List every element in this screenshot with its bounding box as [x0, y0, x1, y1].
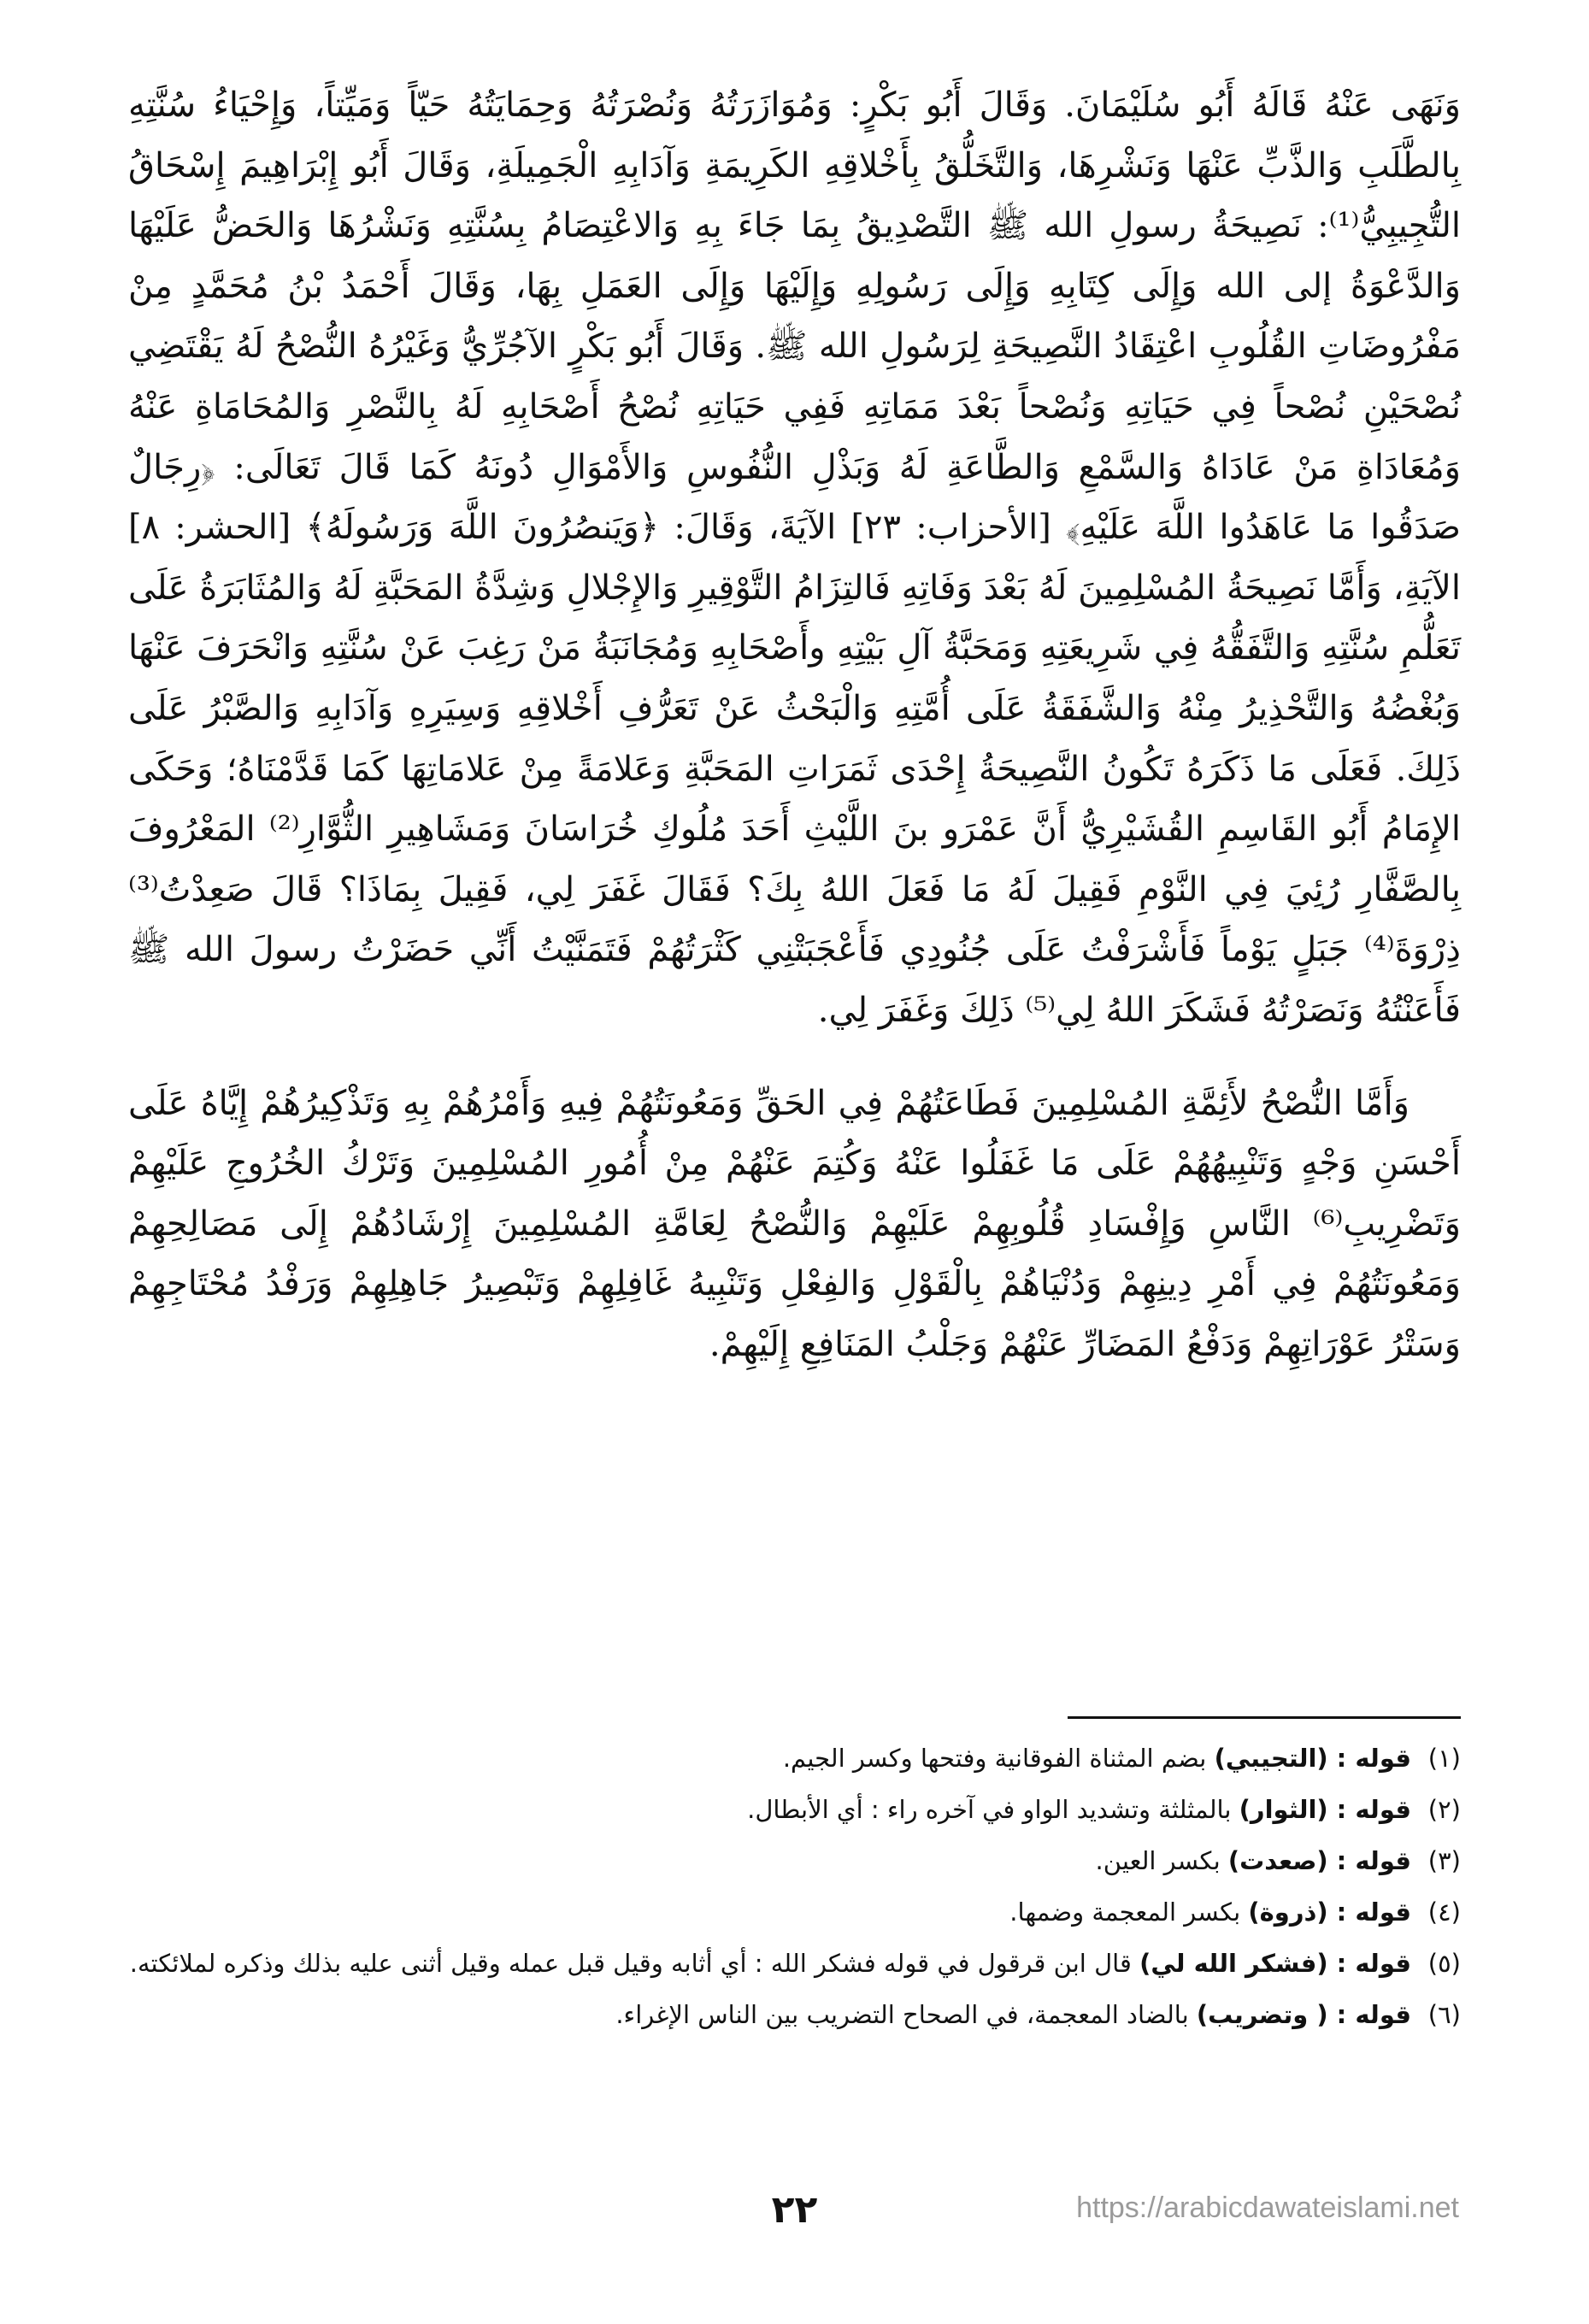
footnote-lead: قوله :: [1336, 1795, 1411, 1824]
footnote-text: بكسر العين.: [1095, 1846, 1228, 1875]
watermark-url: https://arabicdawateislami.net: [1076, 2192, 1459, 2224]
footnote-lead: قوله :: [1336, 1744, 1411, 1773]
footnote-number: (٥): [1427, 1949, 1461, 1978]
paragraph-1: وَنَهَى عَنْهُ قَالَهُ أَبُو سُلَيْمَانَ. وَقَالَ أَبُو بَكْرٍ: وَمُوَازَرَتُهُ وَنُصْرَتُهُ وَحِمَايَتُهُ حَيّاً وَمَيِّتاً، وَإِحْيَاءُ سُنَّتِهِ بِالطَّلَبِ وَالذَّبِّ عَنْهَا وَنَشْرِهَا، وَالتَّخَلُّقُ بِأَخْلاقِهِ الكَرِيمَةِ وَآدَابِهِ الْجَمِيلَةِ، وَقَالَ أَبُو إِبْرَاهِيمَ إِسْحَاقُ التُّجِيبِيُّ⁽¹⁾: نَصِيحَةُ رسولِ الله ﷺ التَّصْدِيقُ بِمَا جَاءَ بِهِ وَالاعْتِصَامُ بِسُنَّتِهِ وَنَشْرُهَا وَالحَضُّ عَلَيْهَا وَالدَّعْوَةُ إلى الله وَإِلَى كِتَابِهِ وَإِلَى رَسُولِهِ وَإِلَيْهَا وَإِلَى العَمَلِ بِهَا، وَقَالَ أَحْمَدُ بْنُ مُحَمَّدٍ مِنْ مَفْرُوضَاتِ القُلُوبِ اعْتِقَادُ النَّصِيحَةِ لِرَسُولِ الله ﷺ. وَقَالَ أَبُو بَكْرٍ الآجُرِّيُّ وَغَيْرُهُ النُّصْحُ لَهُ يَقْتَضِي نُصْحَيْنِ نُصْحاً فِي حَيَاتِهِ وَنُصْحاً بَعْدَ مَمَاتِهِ فَفِي حَيَاتِهِ نُصْحُ أَصْحَابِهِ لَهُ بِالنَّصْرِ وَالمُحَامَاةِ عَنْهُ وَمُعَادَاةِ مَنْ عَادَاهُ وَالسَّمْعِ وَالطَّاعَةِ لَهُ وَبَذْلِ النُّفُوسِ وَالأَمْوَالِ دُونَهُ كَمَا قَالَ تَعَالَى: ﴿رِجَالٌ صَدَقُوا مَا عَاهَدُوا اللَّهَ عَلَيْهِ﴾ [الأحزاب: ٢٣] الآيَةَ، وَقَالَ: ﴿وَيَنصُرُونَ اللَّهَ وَرَسُولَهُ﴾ [الحشر: ٨] الآيَةِ، وَأَمَّا نَصِيحَةُ المُسْلِمِينَ لَهُ بَعْدَ وَفَاتِهِ فَالتِزَامُ التَّوْقِيرِ وَالإِجْلالِ وَشِدَّةُ المَحَبَّةِ لَهُ وَالمُثَابَرَةُ عَلَى تَعَلُّمِ سُنَّتِهِ وَالتَّفَقُّهُ فِي شَرِيعَتِهِ وَمَحَبَّةُ آلِ بَيْتِهِ وأَصْحَابِهِ وَمُجَانَبَةُ مَنْ رَغِبَ عَنْ سُنَّتِهِ وَانْحَرَفَ عَنْهَا وَبُغْضُهُ وَالتَّحْذِيرُ مِنْهُ وَالشَّفَقَةُ عَلَى أُمَّتِهِ وَالْبَحْثُ عَنْ تَعَرُّفِ أَخْلاقِهِ وَسِيَرِهِ وَآدَابِهِ وَالصَّبْرُ عَلَى ذَلِكَ. فَعَلَى مَا ذَكَرَهُ تَكُونُ النَّصِيحَةُ إِحْدَى ثَمَرَاتِ المَحَبَّةِ وَعَلامَةً مِنْ عَلامَاتِهَا كَمَا قَدَّمْنَاهُ؛ وَحَكَى الإِمَامُ أَبُو القَاسِمِ القُشَيْرِيُّ أَنَّ عَمْرَو بنَ اللَّيْثِ أَحَدَ مُلُوكِ خُرَاسَانَ وَمَشَاهِيرِ الثُّوَّارِ⁽²⁾ المَعْرُوفَ بِالصَّفَّارِ رُئِيَ فِي النَّوْمِ فَقِيلَ لَهُ مَا فَعَلَ اللهُ بِكَ؟ فَقَالَ غَفَرَ لِي، فَقِيلَ بِمَاذَا؟ قَالَ صَعِدْتُ⁽³⁾ ذِرْوَةَ⁽⁴⁾ جَبَلٍ يَوْماً فَأَشْرَفْتُ عَلَى جُنُودِي فَأَعْجَبَتْنِي كَثْرَتُهُمْ فَتَمَنَّيْتُ أَنِّي حَضَرْتُ رسولَ الله ﷺ فَأَعَنْتُهُ وَنَصَرْتُهُ فَشَكَرَ اللهُ لِي⁽⁵⁾ ذَلِكَ وَغَفَرَ لِي.: [128, 85, 1462, 1030]
footnote-term: ( وتضريب): [1196, 2000, 1328, 2029]
footnote-text: قال ابن قرقول في قوله فشكر الله : أي أثابه وقيل قبل عمله وقيل أثنى عليه بذلك وذكره لملائكته.: [129, 1949, 1140, 1978]
footnote-term: (التجيبي): [1214, 1744, 1328, 1773]
footnote-text: بالضاد المعجمة، في الصحاح التضريب بين الناس الإغراء.: [615, 2000, 1197, 2029]
footnote-term: (الثوار): [1239, 1795, 1328, 1824]
footnote: [128, 1892, 1461, 1933]
footnote-number: (٣): [1427, 1846, 1461, 1875]
footnote-body: [128, 1789, 1411, 1830]
footnote-body: [128, 1994, 1411, 2035]
footnote: [128, 1738, 1461, 1779]
footnote-body: [128, 1840, 1411, 1881]
footnote-number: (٢): [1427, 1795, 1461, 1824]
footnote-number: (٤): [1427, 1897, 1461, 1927]
footnote: [128, 1789, 1461, 1830]
footnotes: [128, 1738, 1461, 2045]
footnote-term: (ذروة): [1248, 1897, 1328, 1927]
footnote-lead: قوله :: [1336, 1846, 1411, 1875]
footnote-body: [128, 1892, 1411, 1933]
footnote-body: [128, 1943, 1411, 1984]
footnote-text: بالمثلثة وتشديد الواو في آخره راء : أي الأبطال.: [747, 1795, 1239, 1824]
footnote-lead: قوله :: [1336, 1949, 1411, 1978]
footnote: [128, 1840, 1461, 1881]
footnote-text: بكسر المعجمة وضمها.: [1009, 1897, 1249, 1927]
page-number: ٢٢: [771, 2188, 818, 2232]
footnote: [128, 1994, 1461, 2035]
footnote-number: (٦): [1427, 2000, 1461, 2029]
footnote-term: (فشكر الله لي): [1139, 1949, 1328, 1978]
footnote-body: [128, 1738, 1411, 1779]
main-text: [128, 75, 1461, 1374]
paragraph-2: وَأَمَّا النُّصْحُ لأَئِمَّةِ المُسْلِمِينَ فَطَاعَتُهُمْ فِي الحَقِّ وَمَعُونَتُهُمْ فِيهِ وَأَمْرُهُمْ بِهِ وَتَذْكِيرُهُمْ إِيَّاهُ عَلَى أَحْسَنِ وَجْهٍ وَتَنْبِيهُهُمْ عَلَى مَا غَفَلُوا عَنْهُ وَكُتِمَ عَنْهُمْ مِنْ أُمُورِ المُسْلِمِينَ وَتَرْكُ الخُرُوجِ عَلَيْهِمْ وَتَضْرِيبِ⁽⁶⁾ النَّاسِ وَإِفْسَادِ قُلُوبِهِمْ عَلَيْهِمْ وَالنُّصْحُ لِعَامَّةِ المُسْلِمِينَ إِرْشَادُهُمْ إِلَى مَصَالِحِهِمْ وَمَعُونَتُهُمْ فِي أَمْرِ دِينِهِمْ وَدُنْيَاهُمْ بِالْقَوْلِ وَالفِعْلِ وَتَنْبِيهُ غَافِلِهِمْ وَتَبْصِيرُ جَاهِلِهِمْ وَرَفْدُ مُحْتَاجِهِمْ وَسَتْرُ عَوْرَاتِهِمْ وَدَفْعُ المَضَارِّ عَنْهُمْ وَجَلْبُ المَنَافِعِ إِلَيْهِمْ.: [128, 1083, 1461, 1364]
footnote-divider: [1068, 1716, 1461, 1719]
footnote-term: (صعدت): [1227, 1846, 1328, 1875]
footnote-text: بضم المثناة الفوقانية وفتحها وكسر الجيم.: [782, 1744, 1215, 1773]
footnote-lead: قوله :: [1336, 2000, 1411, 2029]
footnote-number: (١): [1427, 1744, 1461, 1773]
footnote: [128, 1943, 1461, 1984]
footnote-lead: قوله :: [1336, 1897, 1411, 1927]
